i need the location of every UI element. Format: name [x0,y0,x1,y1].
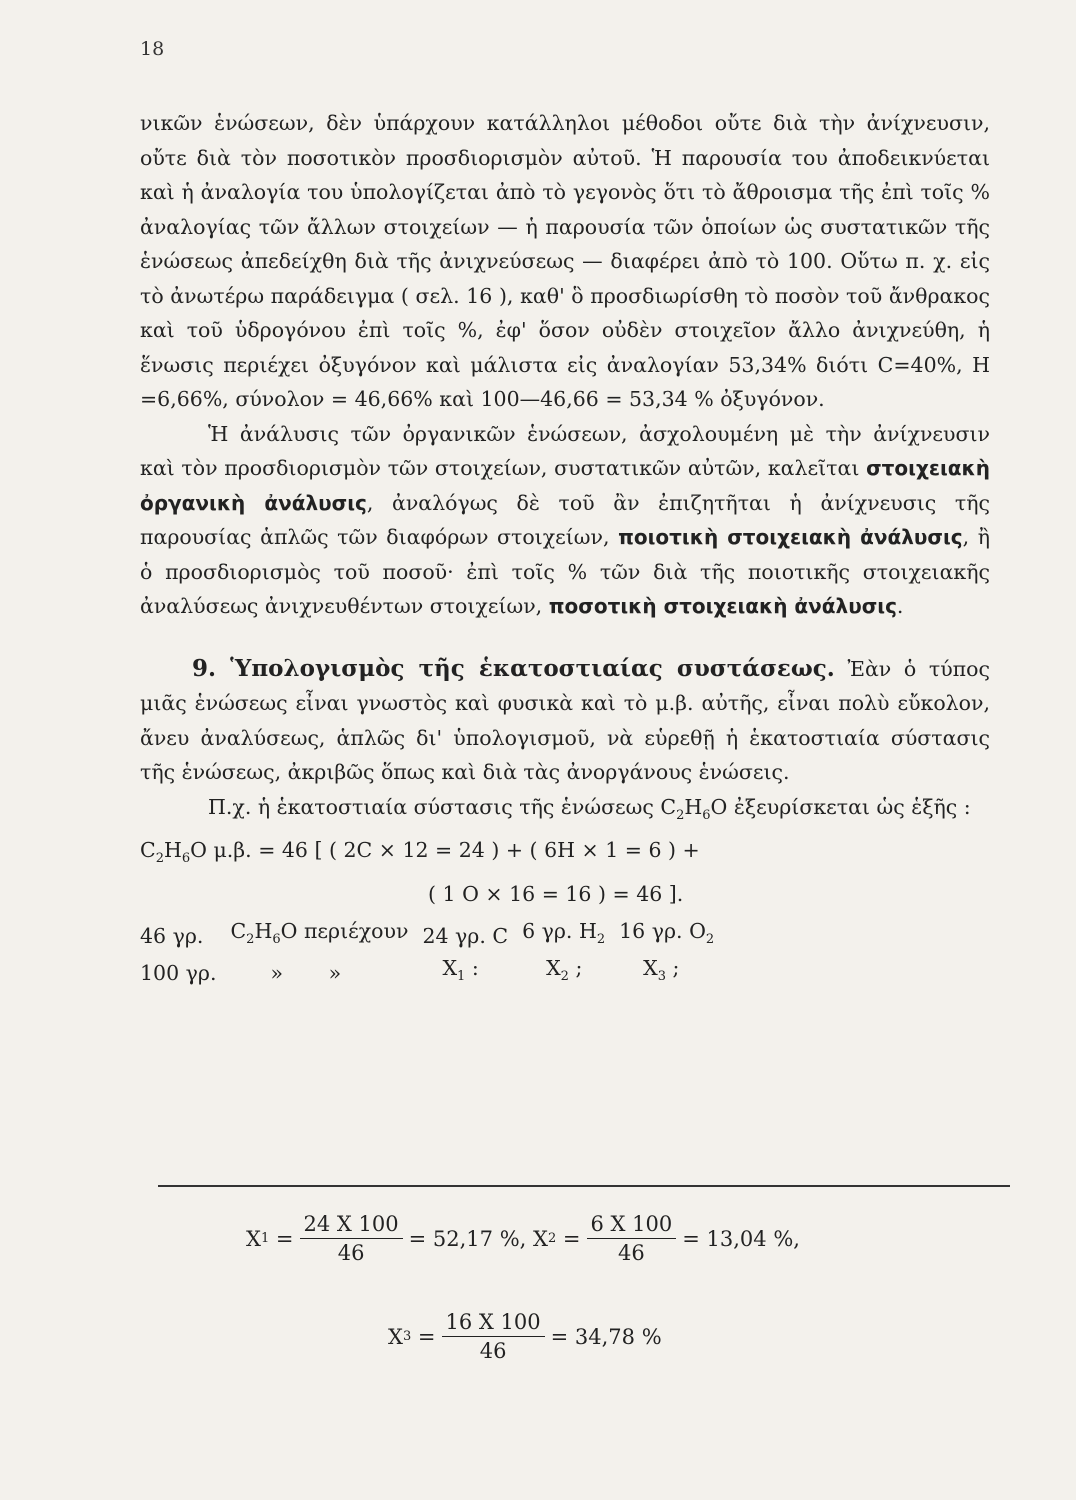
molecular-weight-line-2: ( 1 O × 16 = 16 ) = 46 ]. [428,881,684,906]
page-number: 18 [140,38,165,60]
table-row: 46 γρ. $C_2H_6O$ περιέχουν 24 γρ. C 6 γρ. $H_2$ 16 γρ. $O_2$ [140,919,715,948]
section-9: 9. Ὑπολογισμὸς τῆς ἑκατοστιαίας συστάσεως. Ἐὰν ὁ τύπος μιᾶς ἑνώσεως εἶναι γνωστὸς καὶ φυσικὰ καὶ τὸ μ.β. αὐτῆς, εἶναι πολὺ εὔκολον, ἄνευ ἀναλύσεως, ἁπλῶς δι' ὑπολογισμοῦ, νὰ εὑρεθῇ ἡ ἑκατοστιαία σύστασις τῆς ἑνώσεως, ἀκριβῶς ὅπως καὶ διὰ τὰς ἀνοργάνους ἑνώσεις. [140,654,990,784]
term-quantitative-analysis: ποσοτικὴ στοιχειακὴ ἀνάλυσις [548,594,897,618]
equation-x3: X 3 = $\frac{16 X 100}{46}$ = 34,78 % [388,1310,662,1363]
term-qualitative-analysis: ποιοτικὴ στοιχειακὴ ἀνάλυσις [618,525,963,549]
section-heading: 9. Ὑπολογισμὸς τῆς ἑκατοστιαίας συστάσεως. [192,654,835,682]
page-body [140,106,990,991]
table-row: 100 γρ. » » $X_1$ : $X_2$ ; $X_3$ ; [140,956,680,985]
term-elemental-organic-analysis: στοιχειακὴ ὀργανικὴ ἀνάλυσις [140,456,990,515]
molecular-weight-line-1: $C_2H_6O$ μ.β. = 46 [ ( 2C × 12 = 24 ) + ( 6H × 1 = 6 ) + [140,838,700,867]
mass-proportion-table [140,917,728,991]
equation-x1-x2: X 1 = $\frac{24 X 100}{46}$ = 52,17 %, X 2 = $\frac{6 X 100}{46}$ = 13,04 %, [246,1212,800,1265]
horizontal-rule [158,1185,1010,1187]
example-intro: Π.χ. ἡ ἑκατοστιαία σύστασις τῆς ἑνώσεως $C_2H_6O$ ἐξευρίσκεται ὡς ἑξῆς : [208,794,971,823]
paragraph-elemental-analysis: Ἡ ἀνάλυσις τῶν ὀργανικῶν ἑνώσεων, ἀσχολουμένη μὲ τὴν ἀνίχνευσιν καὶ τὸν προσδιορισμὸν τῶν στοιχείων, συστατικῶν αὐτῶν, καλεῖται στοιχειακὴ ὀργανικὴ ἀνάλυσις, ἀναλόγως δὲ τοῦ ἂν ἐπιζητῆται ἡ ἀνίχνευσις τῆς παρουσίας ἁπλῶς τῶν διαφόρων στοιχείων, ποιοτικὴ στοιχειακὴ ἀνάλυσις, ἢ ὁ προσδιορισμὸς τοῦ ποσοῦ· ἐπὶ τοῖς % τῶν διὰ τῆς ποιοτικῆς στοιχειακῆς ἀναλύσεως ἀνιχνευθέντων στοιχείων, ποσοτικὴ στοιχειακὴ ἀνάλυσις. [140,421,990,618]
paragraph-carbon-oxygen: νικῶν ἑνώσεων, δὲν ὑπάρχουν κατάλληλοι μέθοδοι οὔτε διὰ τὴν ἀνίχνευσιν, οὔτε διὰ τὸν ποσοτικὸν προσδιορισμὸν αὐτοῦ. Ἡ παρουσία του ἀποδεικνύεται καὶ ἡ ἀναλογία του ὑπολογίζεται ἀπὸ τὸ γεγονὸς ὅτι τὸ ἄθροισμα τῆς ἐπὶ τοῖς % ἀναλογίας τῶν ἄλλων στοιχείων — ἡ παρουσία τῶν ὁποίων ὡς συστατικῶν τῆς ἑνώσεως ἀπεδείχθη διὰ τῆς ἀνιχνεύσεως — διαφέρει ἀπὸ τὸ 100. Οὕτω π. χ. εἰς τὸ ἀνωτέρω παράδειγμα ( σελ. 16 ), καθ' ὃ προσδιωρίσθη τὸ ποσὸν τοῦ ἄνθρακος καὶ τοῦ ὑδρογόνου ἐπὶ τοῖς %, ἐφ' ὅσον οὐδὲν στοιχεῖον ἄλλο ἀνιχνεύθη, ἡ ἕνωσις περιέχει ὀξυγόνον καὶ μάλιστα εἰς ἀναλογίαν 53,34% διότι C=40%, H =6,66%, σύνολον = 46,66% καὶ 100—46,66 = 53,34 % ὀξυγόνον. [140,111,990,411]
